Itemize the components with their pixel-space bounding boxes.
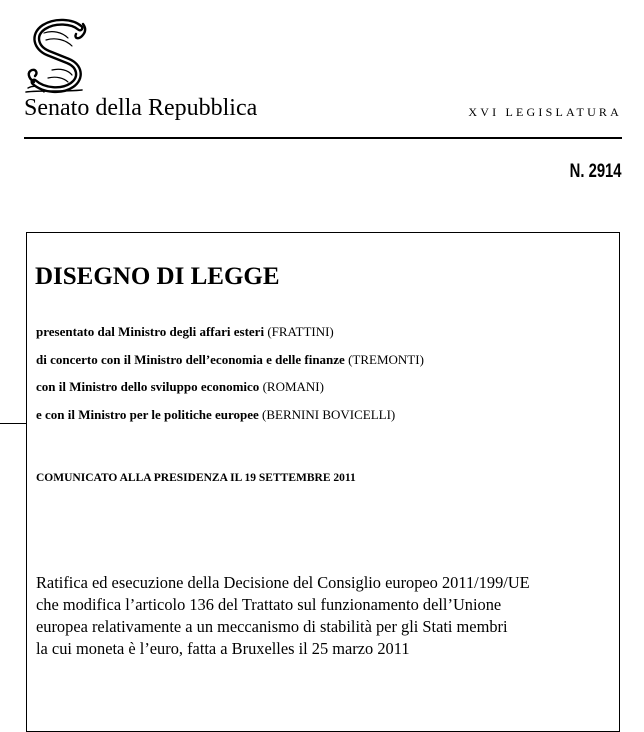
bill-title-line: che modifica l’articolo 136 del Trattato sul funzionamento dell’Unione <box>36 595 502 614</box>
presenter-list <box>36 318 424 428</box>
presenter-role: di concerto con il Ministro dell’economia e delle finanze <box>36 351 345 367</box>
margin-tick-line <box>0 423 26 424</box>
bill-number: N. 2914 <box>570 161 622 182</box>
presenter-name: (FRATTINI) <box>267 324 334 339</box>
presenter-line <box>36 401 424 429</box>
bill-title <box>36 572 618 660</box>
presenter-role: presentato dal Ministro degli affari esteri <box>36 324 265 339</box>
senate-name: Senato della Repubblica <box>24 95 258 121</box>
legislature-label: XVI LEGISLATURA <box>468 105 622 119</box>
presenter-role: e con il Ministro per le politiche europee <box>36 406 259 422</box>
communication-date: COMUNICATO ALLA PRESIDENZA IL 19 SETTEMBRE 2011 <box>36 472 356 484</box>
presenter-line <box>36 318 424 346</box>
presenter-name: (TREMONTI) <box>348 351 424 367</box>
presenter-role: con il Ministro dello sviluppo economico <box>36 379 260 394</box>
presenter-line <box>36 346 424 374</box>
presenter-line <box>36 373 424 401</box>
presenter-name: (ROMANI) <box>262 379 324 394</box>
bill-title-line: Ratifica ed esecuzione della Decisione del Consiglio europeo 2011/199/UE <box>36 573 530 592</box>
bill-title-line: la cui moneta è l’euro, fatta a Bruxelles il 25 marzo 2011 <box>36 639 410 658</box>
header-divider <box>24 137 622 139</box>
senate-logo-icon <box>22 18 102 96</box>
document-title: DISEGNO DI LEGGE <box>35 263 280 290</box>
presenter-name: (BERNINI BOVICELLI) <box>262 406 396 422</box>
bill-title-line: europea relativamente a un meccanismo di stabilità per gli Stati membri <box>36 617 508 636</box>
